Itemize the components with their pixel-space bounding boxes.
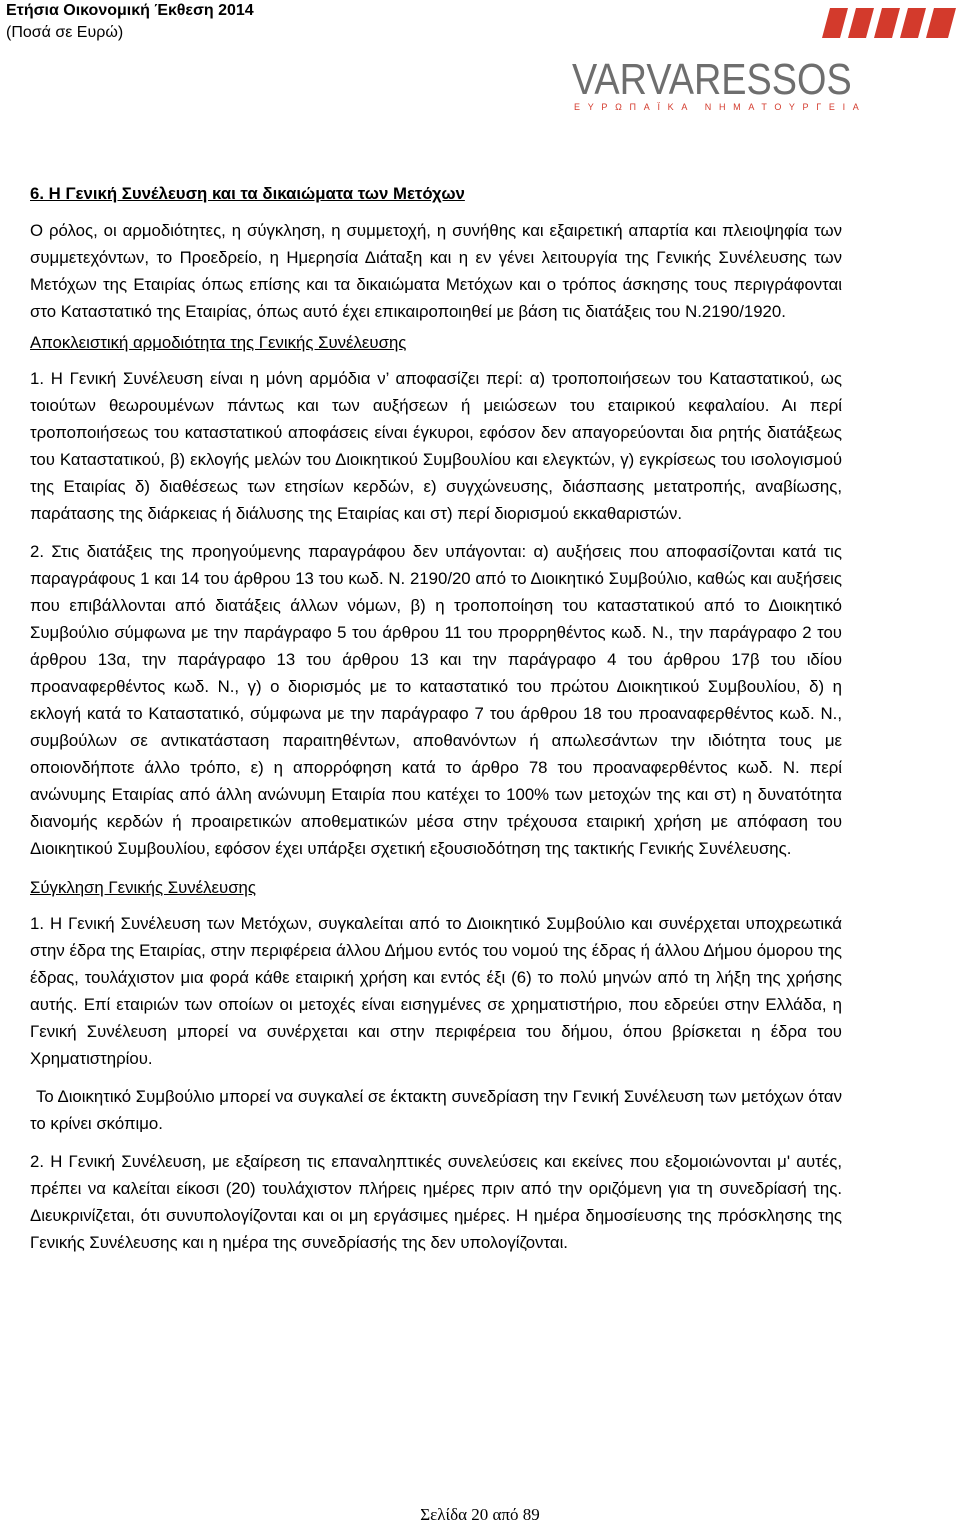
- logo-tagline: ΕΥΡΩΠΑΪΚΑ ΝΗΜΑΤΟΥΡΓΕΙΑ: [574, 102, 867, 112]
- paragraph-3: 1. Η Γενική Συνέλευση των Μετόχων, συγκαλείται από το Διοικητικό Συμβούλιο και συνέρχεται υποχρεωτικά στην έδρα της Εταιρίας, στην περιφέρεια άλλου Δήμου εντός του νομού της έδρας ή άλλου Δήμου όμορου της έδρας, τουλάχιστον μια φορά κάθε εταιρική χρήση και εντός έξι (6) το πολύ μηνών από τη λήξη της χρήσης αυτής. Επί εταιριών των οποίων οι μετοχές είναι εισηγμένες σε χρηματιστήριο, που εδρεύει στην Ελλάδα, η Γενική Συνέλευση μπορεί να συνέρχεται και στην περιφέρεια του δήμου, όπου βρίσκεται η έδρα του Χρηματιστηρίου.: [30, 914, 842, 1068]
- subheading-exclusive-competence: Αποκλειστική αρμοδιότητα της Γενικής Συνέλευσης: [30, 333, 407, 352]
- page-number: Σελίδα 20 από 89: [420, 1505, 540, 1524]
- document-body: [30, 180, 842, 1256]
- logo-stripes-icon: [822, 8, 956, 38]
- report-header: [6, 0, 566, 44]
- paragraph-4: Το Διοικητικό Συμβούλιο μπορεί να συγκαλεί σε έκτακτη συνεδρίαση την Γενική Συνέλευση των μετόχων όταν το κρίνει σκόπιμο.: [30, 1087, 842, 1133]
- report-subtitle: (Ποσά σε Ευρώ): [6, 24, 124, 41]
- intro-paragraph: Ο ρόλος, οι αρμοδιότητες, η σύγκληση, η συμμετοχή, η συνήθης και εξαιρετική απαρτία και πλειοψηφία των συμμετεχόντων, το Προεδρείο, η Ημερησία Διάταξη και η εν γένει λειτουργία της Γενικής Συνέλευσης των Μετόχων της Εταιρίας όπως επίσης και τα δικαιώματα Μετόχων και ο τρόπος άσκησης τους περιγράφονται στο Καταστατικό της Εταιρίας, όπως αυτό έχει επικαιροποιηθεί με βάση τις διατάξεις του Ν.2190/1920.: [30, 221, 842, 321]
- paragraph-1: 1. Η Γενική Συνέλευση είναι η μόνη αρμόδια ν’ αποφασίζει περί: α) τροποποιήσεων του Καταστατικού, ως τοιούτων θεωρουμένων πάντως και των αυξήσεων ή μειώσεων του εταιρικού κεφαλαίου. Αι περί τροποποιήσεως του καταστατικού αποφάσεις είναι έγκυροι, εφόσον δεν απαγορεύονται δια ρητής διατάξεως του Καταστατικού, β) εκλογής μελών του Διοικητικού Συμβουλίου και ελεγκτών, γ) εγκρίσεως του ισολογισμού της Εταιρίας δ) διαθέσεως των ετησίων κερδών, ε) συγχώνευσης, διάσπασης μετατροπής, αναβίωσης, παράτασης της διάρκειας ή διάλυσης της Εταιρίας και στ) περί διορισμού εκκαθαριστών.: [30, 369, 842, 523]
- paragraph-2: 2. Στις διατάξεις της προηγούμενης παραγράφου δεν υπάγονται: α) αυξήσεις που αποφασίζονται κατά τις παραγράφους 1 και 14 του άρθρου 13 του κωδ. Ν. 2190/20 από το Διοικητικό Συμβούλιο, καθώς και αυξήσεις που επιβάλλονται από διατάξεις άλλων νόμων, β) η τροποποίηση του καταστατικού από το Διοικητικό Συμβούλιο σύμφωνα με την παράγραφο 5 του άρθρου 11 του προρρηθέντος κωδ. Ν., την παράγραφο 2 του άρθρου 13α, την παράγραφο 13 του άρθρου 13 και την παράγραφο 4 του άρθρου 17β του ιδίου προαναφερθέντος κωδ. Ν., γ) ο διορισμός με το καταστατικό του πρώτου Διοικητικού Συμβουλίου, δ) η εκλογή κατά το Καταστατικό, σύμφωνα με την παράγραφο 7 του άρθρου 18 του προαναφερθέντος κωδ. Ν., συμβούλων σε αντικατάσταση παραιτηθέντων, αποθανόντων ή απωλεσάντων την ιδιότητα τους με οποιονδήποτε άλλο τρόπο, ε) η απορρόφηση κατά το άρθρο 78 του προαναφερθέντος κωδ. Ν. περί ανώνυμης Εταιρίας από άλλη ανώνυμη Εταιρία που κατέχει το 100% των μετοχών της και στ) η δυνατότητα διανομής κερδών ή προαιρετικών αποθεματικών μέσα στην τρέχουσα εταιρική χρήση με απόφαση του Διοικητικού Συμβουλίου, εφόσον έχει υπάρξει σχετική εξουσιοδότηση της τακτικής Γενικής Συνέλευσης.: [30, 542, 842, 858]
- paragraph-5: 2. Η Γενική Συνέλευση, με εξαίρεση τις επαναληπτικές συνελεύσεις και εκείνες που εξομοιώνονται μ' αυτές, πρέπει να καλείται είκοσι (20) τουλάχιστον πλήρεις ημέρες πριν από την οριζόμενη για τη συνεδρίασή της. Διευκρινίζεται, ότι συνυπολογίζονται και οι μη εργάσιμες ημέρες. Η ημέρα δημοσίευσης της πρόσκλησης της Γενικής Συνέλευσης και η ημέρα της συνεδρίασής της δεν υπολογίζονται.: [30, 1152, 842, 1252]
- subheading-convocation: Σύγκληση Γενικής Συνέλευσης: [30, 878, 256, 897]
- logo-name: VARVARESSOS: [572, 55, 852, 104]
- report-title: Ετήσια Οικονομική Έκθεση 2014: [6, 2, 254, 19]
- section-heading: 6. Η Γενική Συνέλευση και τα δικαιώματα των Μετόχων: [30, 184, 465, 203]
- company-logo: [570, 8, 956, 116]
